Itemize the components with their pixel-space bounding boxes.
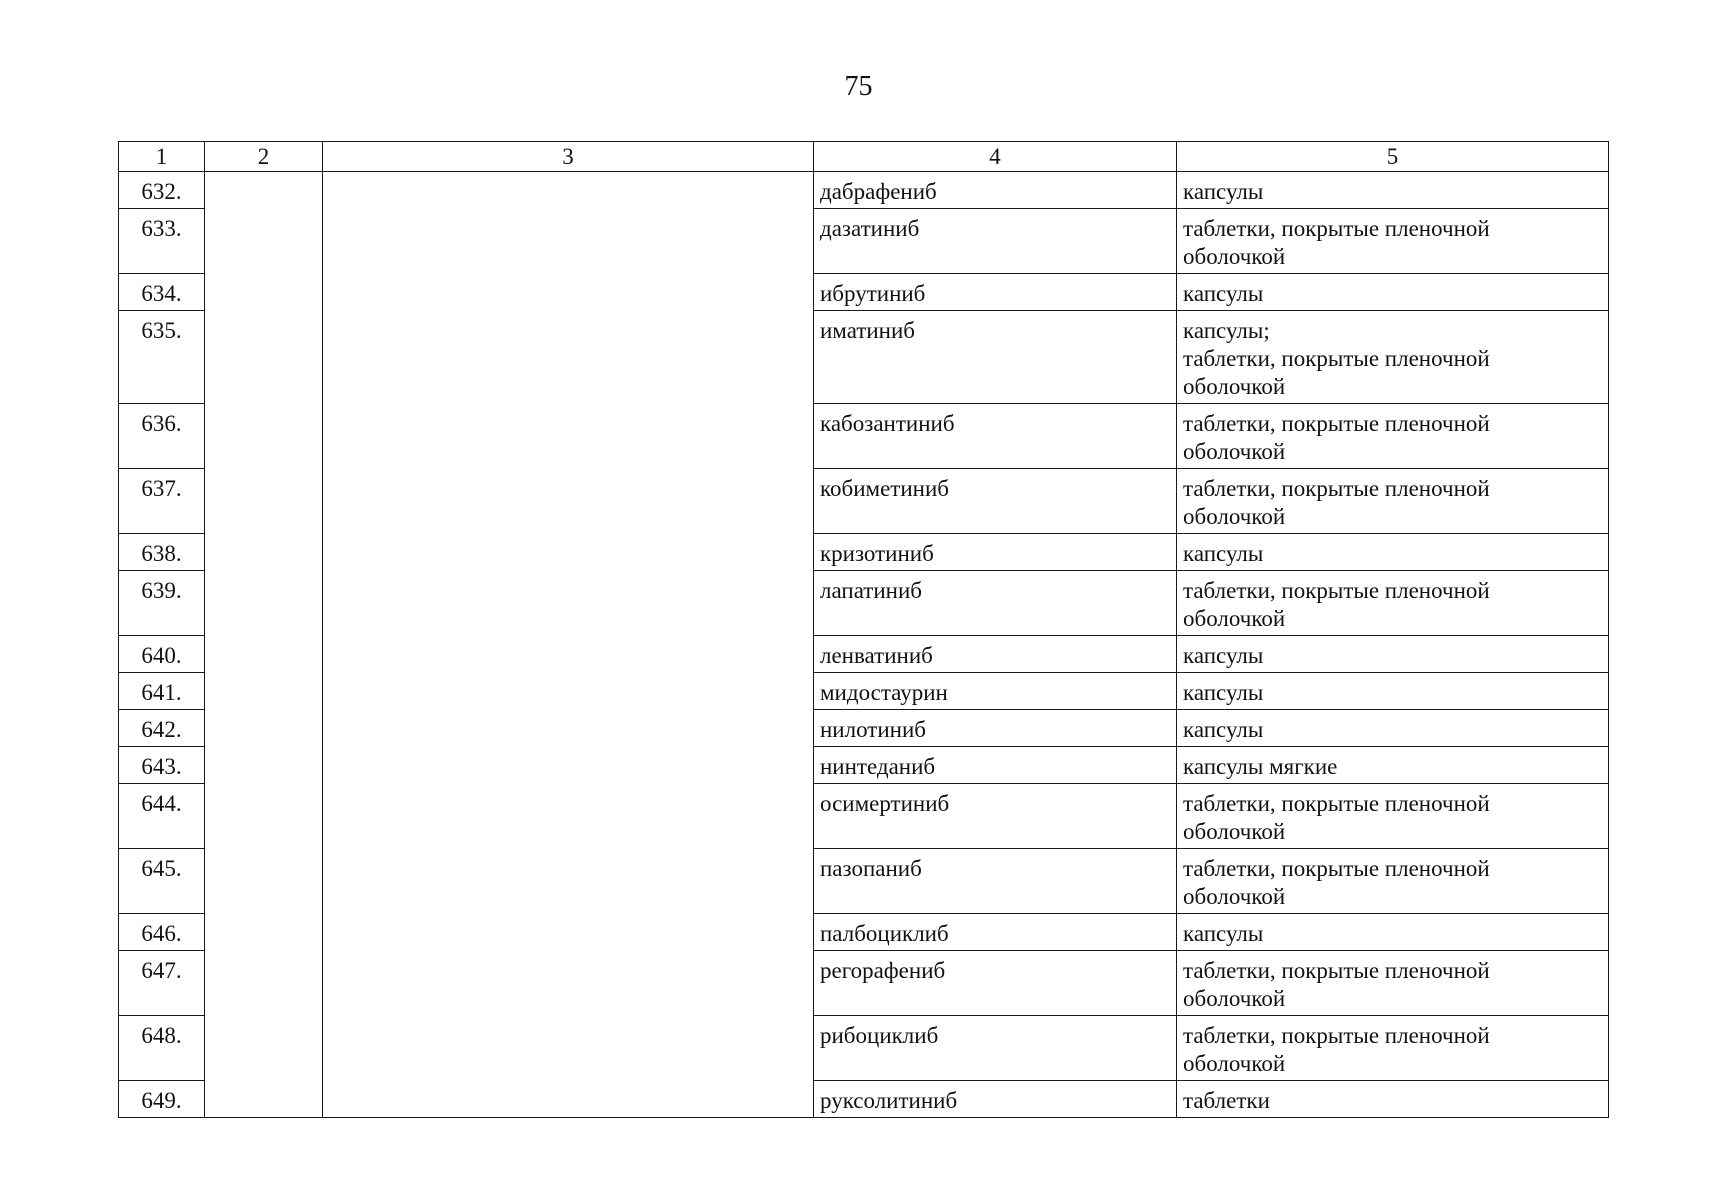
row-number: 632. <box>119 172 205 209</box>
drug-name: мидостаурин <box>814 673 1177 710</box>
row-number: 648. <box>119 1016 205 1081</box>
dosage-form: таблетки, покрытые пленочной оболочкой <box>1177 784 1609 849</box>
header-row <box>119 142 1609 172</box>
dosage-form: капсулы <box>1177 172 1609 209</box>
drug-name: ибрутиниб <box>814 274 1177 311</box>
dosage-form: таблетки <box>1177 1081 1609 1118</box>
drug-name: кобиметиниб <box>814 469 1177 534</box>
empty-merged-cell-col-3 <box>323 172 814 1118</box>
dosage-form: таблетки, покрытые пленочной оболочкой <box>1177 404 1609 469</box>
dosage-form: капсулы; таблетки, покрытые пленочной оболочкой <box>1177 311 1609 404</box>
dosage-form: капсулы <box>1177 636 1609 673</box>
drug-name: иматиниб <box>814 311 1177 404</box>
row-number: 649. <box>119 1081 205 1118</box>
row-number: 642. <box>119 710 205 747</box>
dosage-form: капсулы мягкие <box>1177 747 1609 784</box>
row-number: 635. <box>119 311 205 404</box>
dosage-form: капсулы <box>1177 673 1609 710</box>
dosage-form: таблетки, покрытые пленочной оболочкой <box>1177 951 1609 1016</box>
drug-name: пазопаниб <box>814 849 1177 914</box>
row-number: 641. <box>119 673 205 710</box>
page-number: 75 <box>844 71 873 102</box>
header-col-4: 4 <box>814 142 1177 172</box>
header-col-5: 5 <box>1177 142 1609 172</box>
dosage-form: капсулы <box>1177 534 1609 571</box>
dosage-form: капсулы <box>1177 914 1609 951</box>
drug-name: палбоциклиб <box>814 914 1177 951</box>
empty-merged-cell-col-2 <box>205 172 323 1118</box>
dosage-form: таблетки, покрытые пленочной оболочкой <box>1177 209 1609 274</box>
drug-table <box>118 141 1609 1118</box>
drug-name: ленватиниб <box>814 636 1177 673</box>
header-col-2: 2 <box>205 142 323 172</box>
drug-name: лапатиниб <box>814 571 1177 636</box>
table-row <box>119 172 1609 209</box>
dosage-form: таблетки, покрытые пленочной оболочкой <box>1177 849 1609 914</box>
drug-name: нинтеданиб <box>814 747 1177 784</box>
dosage-form: капсулы <box>1177 710 1609 747</box>
drug-name: осимертиниб <box>814 784 1177 849</box>
row-number: 636. <box>119 404 205 469</box>
row-number: 637. <box>119 469 205 534</box>
dosage-form: капсулы <box>1177 274 1609 311</box>
table-body <box>119 172 1609 1118</box>
row-number: 640. <box>119 636 205 673</box>
drug-name: кабозантиниб <box>814 404 1177 469</box>
drug-name: руксолитиниб <box>814 1081 1177 1118</box>
row-number: 634. <box>119 274 205 311</box>
row-number: 646. <box>119 914 205 951</box>
dosage-form: таблетки, покрытые пленочной оболочкой <box>1177 1016 1609 1081</box>
drug-name: дазатиниб <box>814 209 1177 274</box>
row-number: 647. <box>119 951 205 1016</box>
header-col-3: 3 <box>323 142 814 172</box>
row-number: 645. <box>119 849 205 914</box>
dosage-form: таблетки, покрытые пленочной оболочкой <box>1177 469 1609 534</box>
row-number: 633. <box>119 209 205 274</box>
drug-name: кризотиниб <box>814 534 1177 571</box>
row-number: 644. <box>119 784 205 849</box>
header-col-1: 1 <box>119 142 205 172</box>
drug-name: дабрафениб <box>814 172 1177 209</box>
drug-name: рибоциклиб <box>814 1016 1177 1081</box>
row-number: 643. <box>119 747 205 784</box>
row-number: 638. <box>119 534 205 571</box>
drug-name: нилотиниб <box>814 710 1177 747</box>
dosage-form: таблетки, покрытые пленочной оболочкой <box>1177 571 1609 636</box>
row-number: 639. <box>119 571 205 636</box>
drug-name: регорафениб <box>814 951 1177 1016</box>
